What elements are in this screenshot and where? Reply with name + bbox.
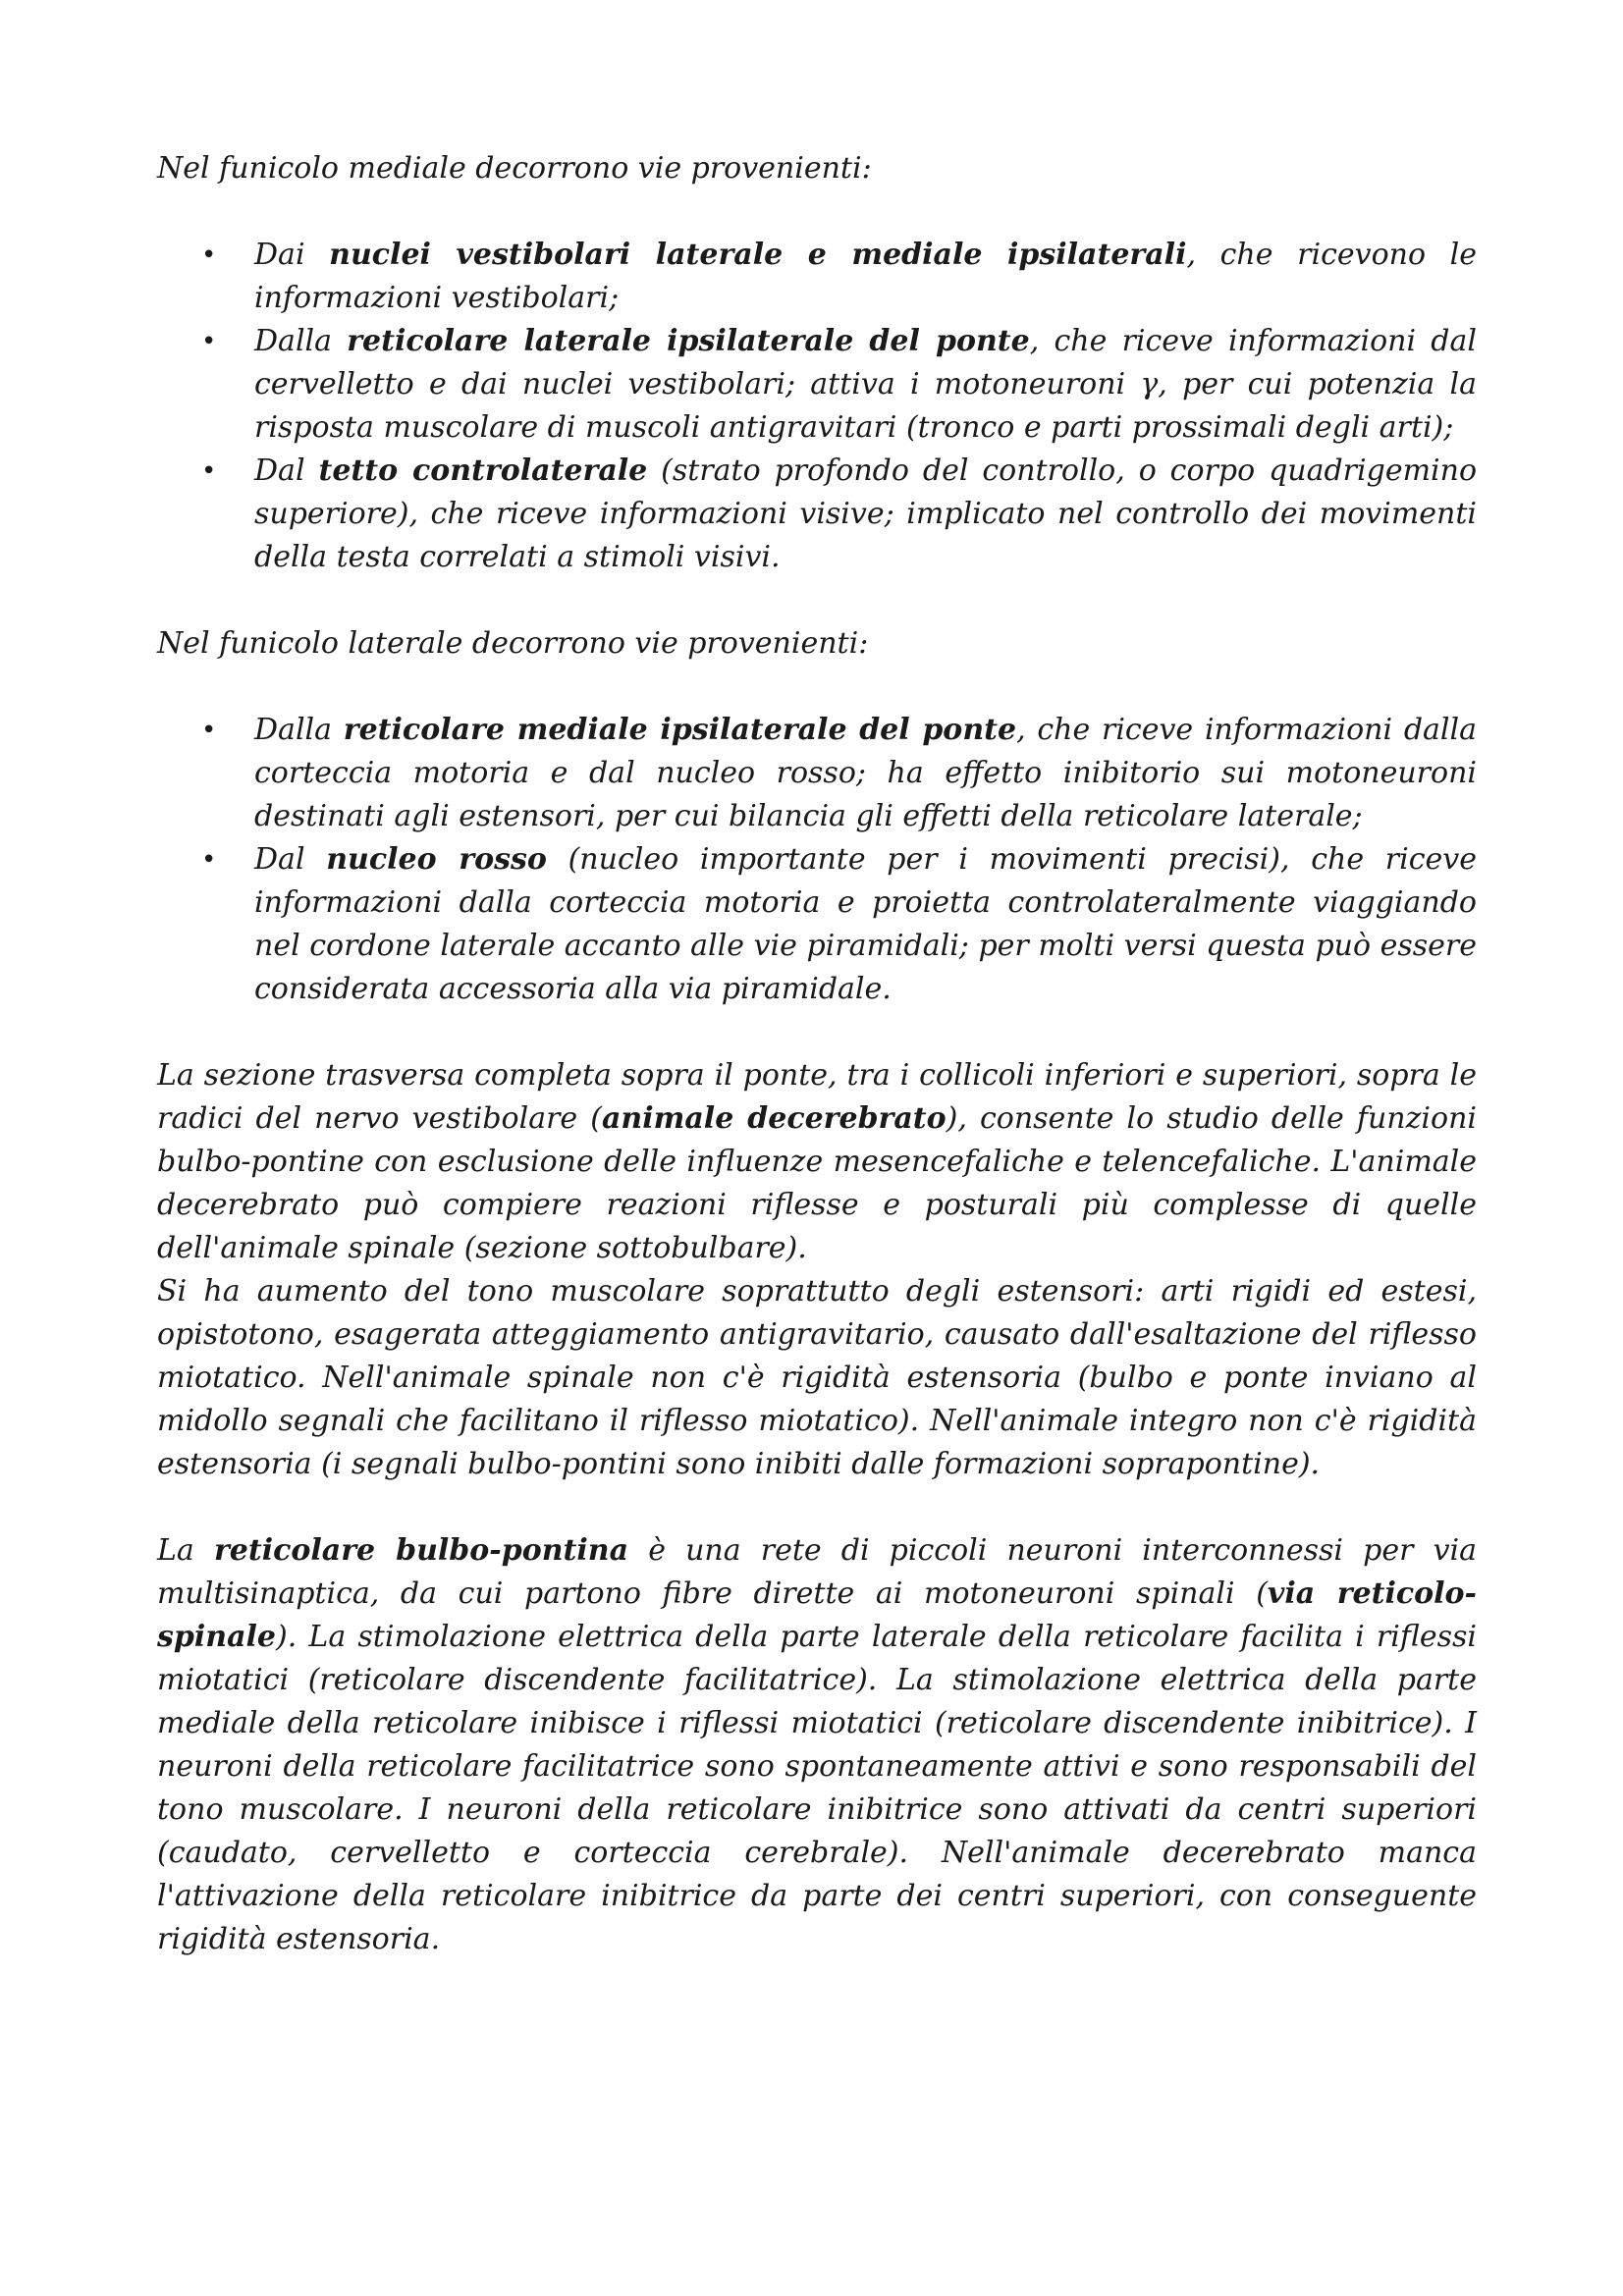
list-item: • Dai nuclei vestibolari laterale e mediale ipsilaterali, che ricevono le informazioni vestibolari; <box>254 234 1477 320</box>
list-item: • Dalla reticolare laterale ipsilaterale del ponte, che riceve informazioni dal cervelletto e dai nuclei vestibolari; attiva i motoneuroni γ, per cui potenzia la risposta muscolare di muscoli antigravitari (tronco e parti prossimali degli arti); <box>254 320 1477 450</box>
list-item: • Dal nucleo rosso (nucleo importante per i movimenti precisi), che riceve informazioni dalla corteccia motoria e proietta controlateralmente viaggiando nel cordone laterale accanto alle vie piramidali; per molti versi questa può essere considerata accessoria alla via piramidale. <box>254 838 1477 1011</box>
bullet-icon: • <box>201 845 217 875</box>
paragraph-decerebrate: La sezione trasversa completa sopra il ponte, tra i collicoli inferiori e superiori, sopra le radici del nervo vestibolare (animale decerebrato), consente lo studio delle funzioni bulbo-pontine con esclusione delle influenze mesencefaliche e telencefaliche. L'animale decerebrato può compiere reazioni riflesse e posturali più complesse di quelle dell'animale spinale (sezione sottobulbare). <box>157 1058 1478 1265</box>
bullet-icon: • <box>201 716 217 745</box>
section1-intro: Nel funicolo mediale decorrono vie provenienti: <box>157 151 872 186</box>
list-item: • Dalla reticolare mediale ipsilaterale del ponte, che riceve informazioni dalla corteccia motoria e dal nucleo rosso; ha effetto inibitorio sui motoneuroni destinati agli estensori, per cui bilancia gli effetti della reticolare laterale; <box>254 709 1477 838</box>
bullet-icon: • <box>201 240 217 270</box>
bullet-icon: • <box>201 327 217 356</box>
paragraph-decerebrate-continued: Si ha aumento del tono muscolare soprattutto degli estensori: arti rigidi ed estesi, opistotono, esagerata atteggiamento antigravitario, causato dall'esaltazione del riflesso miotatico. Nell'animale spinale non c'è rigidità estensoria (bulbo e ponte inviano al midollo segnali che facilitano il riflesso miotatico). Nell'animale integro non c'è rigidità estensoria (i segnali bulbo-pontini sono inibiti dalle formazioni soprapontine). <box>157 1274 1477 1481</box>
section2-intro: Nel funicolo laterale decorrono vie provenienti: <box>157 626 869 661</box>
paragraph-reticular: La reticolare bulbo-pontina è una rete di piccoli neuroni interconnessi per via multisinaptica, da cui partono fibre dirette ai motoneuroni spinali (via reticolo-spinale). La stimolazione elettrica della parte laterale della reticolare facilita i riflessi miotatici (reticolare discendente facilitatrice). La stimolazione elettrica della parte mediale della reticolare inibisce i riflessi miotatici (reticolare discendente inibitrice). I neuroni della reticolare facilitatrice sono spontaneamente attivi e sono responsabili del tono muscolare. I neuroni della reticolare inibitrice sono attivati da centri superiori (caudato, cervelletto e corteccia cerebrale). Nell'animale decerebrato manca l'attivazione della reticolare inibitrice da parte dei centri superiori, con conseguente rigidità estensoria. <box>157 1533 1477 1956</box>
list-item: • Dal tetto controlaterale (strato profondo del controllo, o corpo quadrigemino superiore), che riceve informazioni visive; implicato nel controllo dei movimenti della testa correlati a stimoli visivi. <box>254 450 1477 579</box>
bullet-icon: • <box>201 456 217 486</box>
section2-list <box>157 709 1477 1011</box>
document-page <box>157 147 1477 1961</box>
section1-list <box>157 234 1477 579</box>
